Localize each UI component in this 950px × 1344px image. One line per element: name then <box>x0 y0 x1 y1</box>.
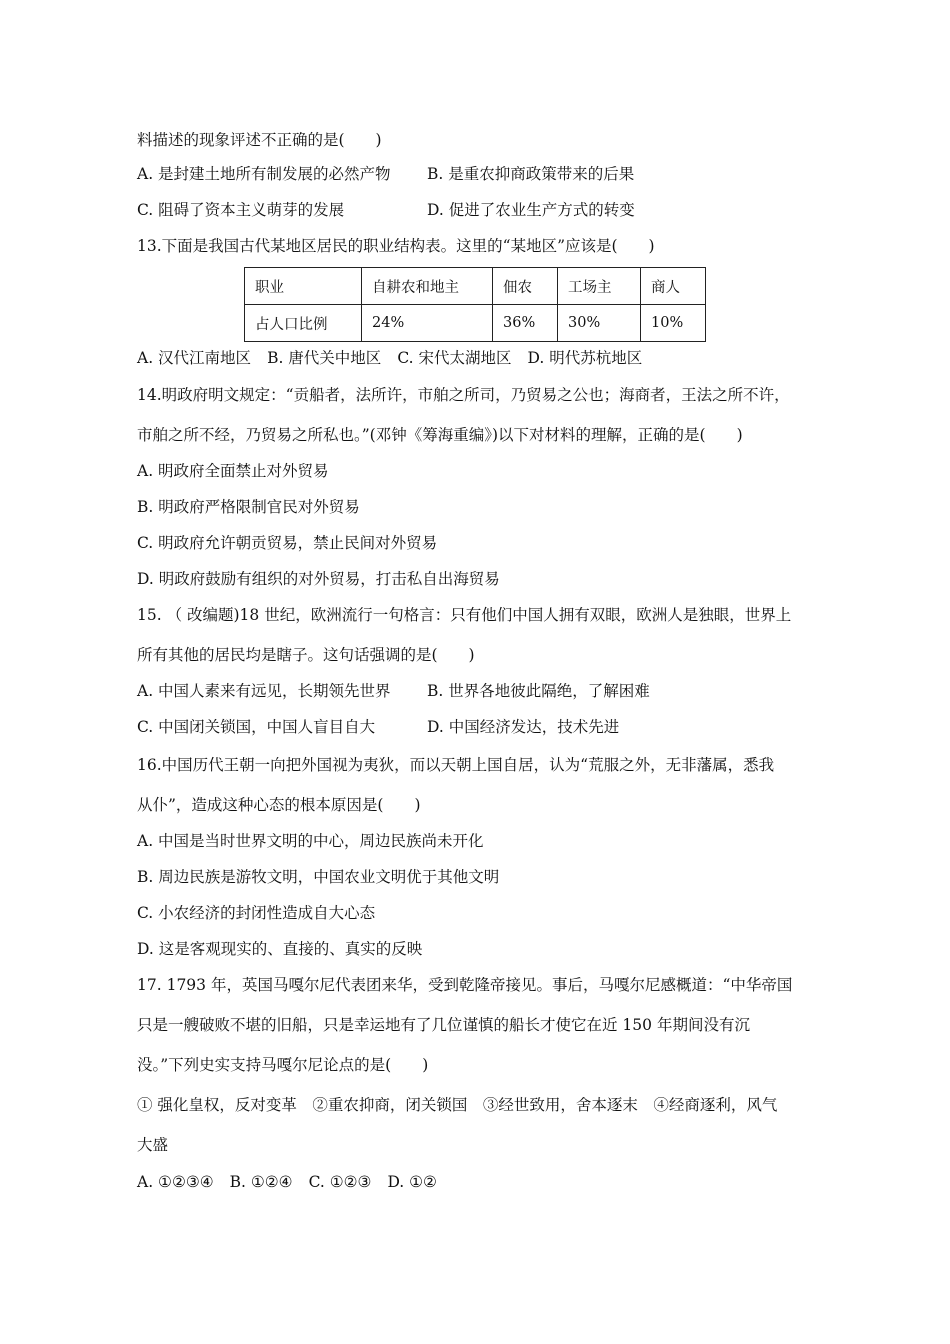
table-cell: 佃农 <box>493 268 558 305</box>
table-cell: 商人 <box>641 268 706 305</box>
table-row <box>245 268 706 305</box>
q14-stem-line1: 14.明政府明文规定：“贡船者，法所许，市舶之所司，乃贸易之公也；海商者，王法之所不许， <box>137 386 790 404</box>
table-cell: 36% <box>493 305 558 342</box>
q15-option-d[interactable]: D. 中国经济发达，技术先进 <box>427 718 620 736</box>
q12-option-a[interactable]: A. 是封建土地所有制发展的必然产物 <box>137 165 391 183</box>
q16-option-d[interactable]: D. 这是客观现实的、直接的、真实的反映 <box>137 940 423 958</box>
table-cell: 30% <box>558 305 641 342</box>
q15-stem-line1: 15. （ 改编题)18 世纪，欧洲流行一句格言：只有他们中国人拥有双眼，欧洲人是独眼，世界上 <box>137 606 792 624</box>
table-cell: 工场主 <box>558 268 641 305</box>
occupation-table <box>244 267 706 342</box>
q13-option-d[interactable]: D. 明代苏杭地区 <box>527 349 643 367</box>
q17-items-line2: 大盛 <box>137 1136 169 1154</box>
table-cell: 职业 <box>245 268 362 305</box>
q16-stem-line1: 16.中国历代王朝一向把外国视为夷狄，而以天朝上国自居，认为“荒服之外，无非藩属，悉我 <box>137 756 775 774</box>
q16-option-c[interactable]: C. 小农经济的封闭性造成自大心态 <box>137 904 376 922</box>
q15-options-row2 <box>137 717 619 737</box>
q17-items-line1: ① 强化皇权，反对变革 ②重农抑商，闭关锁国 ③经世致用，舍本逐末 ④经商逐利，风气 <box>137 1096 778 1114</box>
q14-option-a[interactable]: A. 明政府全面禁止对外贸易 <box>137 462 329 480</box>
q15-option-a[interactable]: A. 中国人素来有远见，长期领先世界 <box>137 682 391 700</box>
q12-options-row2 <box>137 200 635 220</box>
q13-stem: 13.下面是我国古代某地区居民的职业结构表。这里的“某地区”应该是( ) <box>137 237 655 255</box>
q17-stem-line2: 只是一艘破败不堪的旧船，只是幸运地有了几位谨慎的船长才使它在近 150 年期间没有沉 <box>137 1016 750 1034</box>
q16-option-a[interactable]: A. 中国是当时世界文明的中心，周边民族尚未开化 <box>137 832 484 850</box>
q13-options <box>137 348 658 368</box>
q12-option-c[interactable]: C. 阻碍了资本主义萌芽的发展 <box>137 201 345 219</box>
q15-options-row1 <box>137 681 650 701</box>
q15-option-c[interactable]: C. 中国闭关锁国，中国人盲目自大 <box>137 718 376 736</box>
q12-stem-continued: 料描述的现象评述不正确的是( ) <box>137 131 382 149</box>
q12-options-row1 <box>137 164 634 184</box>
q13-option-c[interactable]: C. 宋代太湖地区 <box>397 349 512 367</box>
q14-option-b[interactable]: B. 明政府严格限制官民对外贸易 <box>137 498 360 516</box>
q17-option-b[interactable]: B. ①②④ <box>229 1173 293 1191</box>
table-row <box>245 305 706 342</box>
q14-option-d[interactable]: D. 明政府鼓励有组织的对外贸易，打击私自出海贸易 <box>137 570 500 588</box>
q17-options <box>137 1172 453 1192</box>
q12-option-b[interactable]: B. 是重农抑商政策带来的后果 <box>427 165 635 183</box>
q14-stem-line2: 市舶之所不经，乃贸易之所私也。”(邓钟《筹海重编》)以下对材料的理解，正确的是( ) <box>137 426 743 444</box>
q13-option-b[interactable]: B. 唐代关中地区 <box>267 349 382 367</box>
table-cell: 自耕农和地主 <box>362 268 493 305</box>
table-cell: 10% <box>641 305 706 342</box>
q17-option-a[interactable]: A. ①②③④ <box>137 1173 214 1191</box>
q12-option-d[interactable]: D. 促进了农业生产方式的转变 <box>427 201 635 219</box>
q17-stem-line1: 17. 1793 年，英国马嘎尔尼代表团来华，受到乾隆帝接见。事后，马嘎尔尼感概道：“中华帝国 <box>137 976 793 994</box>
q17-stem-line3: 没。”下列史实支持马嘎尔尼论点的是( ) <box>137 1056 429 1074</box>
q15-stem-line2: 所有其他的居民均是瞎子。这句话强调的是( ) <box>137 646 475 664</box>
q16-stem-line2: 从仆”，造成这种心态的根本原因是( ) <box>137 796 421 814</box>
q16-option-b[interactable]: B. 周边民族是游牧文明，中国农业文明优于其他文明 <box>137 868 500 886</box>
q14-option-c[interactable]: C. 明政府允许朝贡贸易，禁止民间对外贸易 <box>137 534 438 552</box>
q17-option-d[interactable]: D. ①② <box>387 1173 437 1191</box>
q17-option-c[interactable]: C. ①②③ <box>308 1173 372 1191</box>
q15-option-b[interactable]: B. 世界各地彼此隔绝，了解困难 <box>427 682 650 700</box>
table-cell: 占人口比例 <box>245 305 362 342</box>
table-cell: 24% <box>362 305 493 342</box>
q13-option-a[interactable]: A. 汉代江南地区 <box>137 349 252 367</box>
